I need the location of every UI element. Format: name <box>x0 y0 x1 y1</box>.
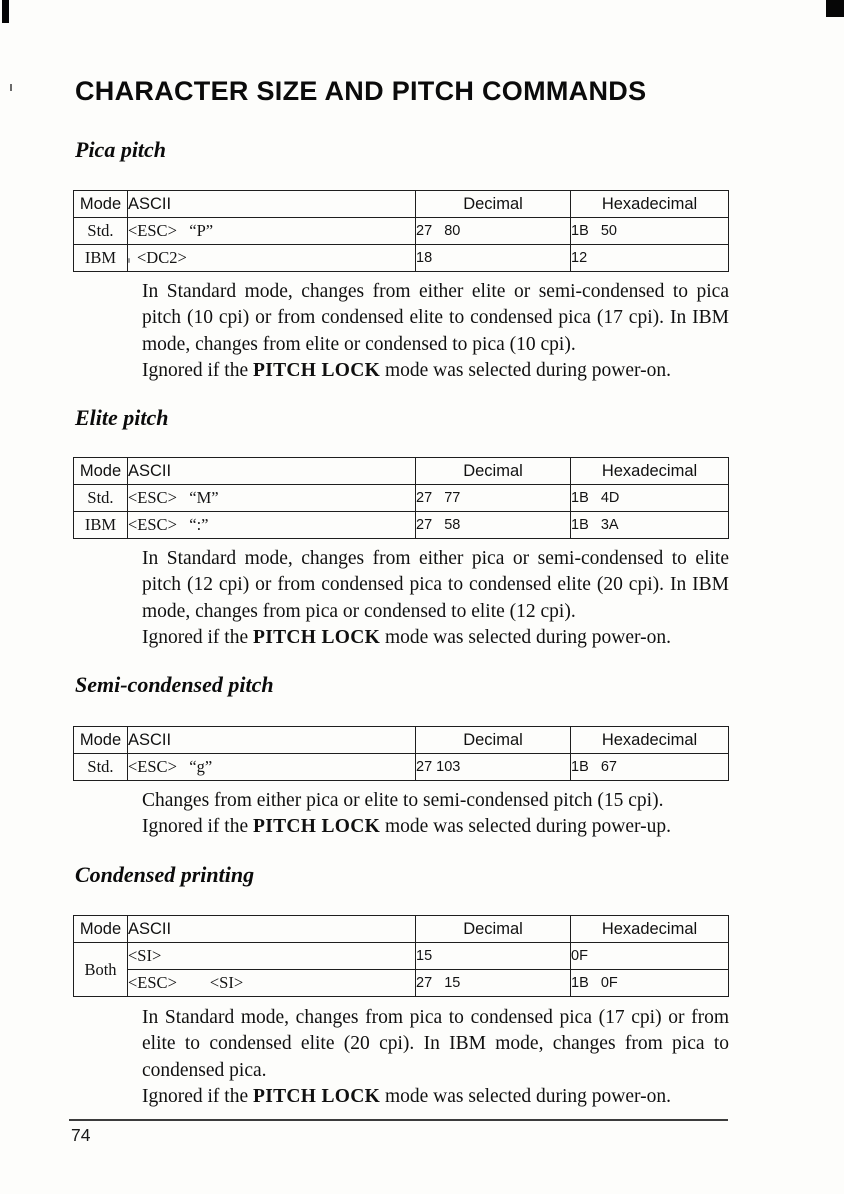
column-header-decimal: Decimal <box>416 916 571 943</box>
paragraph-text: Ignored if the <box>142 360 254 382</box>
pitch-lock-emphasis: PITCH LOCK <box>253 360 381 382</box>
table-header-row <box>74 727 729 754</box>
table-row <box>74 754 729 781</box>
paragraph-text: In Standard mode, changes from either pica or semi-condensed to elite pitch (12 cpi) or from condensed pica to condensed elite (20 cpi). In IBM mode, changes from pica or condensed to elite (12 cpi). <box>142 548 729 622</box>
paragraph-text: In Standard mode, changes from either elite or semi-condensed to pica pitch (10 cpi) or from condensed elite to condensed pica (17 cpi). In IBM mode, changes from elite or condensed to pica (10 cpi). <box>142 281 729 355</box>
table-row <box>74 485 729 512</box>
paragraph-text: mode was selected during power-up. <box>380 816 672 838</box>
column-header-decimal: Decimal <box>416 458 571 485</box>
cell-ascii: <ESC> “P” <box>128 218 416 245</box>
column-header-mode: Mode <box>74 916 128 943</box>
cell-mode: IBM <box>74 245 128 272</box>
heading-pica-pitch: Pica pitch <box>75 137 167 162</box>
table-row <box>74 245 729 272</box>
cell-decimal: 27 103 <box>416 754 571 781</box>
scan-mark-left <box>2 0 9 23</box>
paragraph-text: Changes from either pica or elite to semi-condensed pitch (15 cpi). <box>142 790 664 811</box>
paragraph-text: Ignored if the <box>142 627 254 649</box>
paragraph-text: mode was selected during power-on. <box>380 360 672 382</box>
cell-hexadecimal: 12 <box>571 245 729 272</box>
cell-ascii-text: <DC2> <box>137 248 187 267</box>
column-header-ascii: ASCII <box>128 458 416 485</box>
table-header-row <box>74 916 729 943</box>
cell-ascii: <ESC> “g” <box>128 754 416 781</box>
paragraph-condensed-printing <box>142 1005 729 1111</box>
cell-ascii: <ESC> “:” <box>128 512 416 539</box>
paragraph-text: mode was selected during power-on. <box>380 627 672 649</box>
table-elite-pitch <box>73 457 729 539</box>
cell-hexadecimal: 1B 3A <box>571 512 729 539</box>
column-header-hexadecimal: Hexadecimal <box>571 191 729 218</box>
cell-ascii: <ESC> “M” <box>128 485 416 512</box>
table-condensed-printing <box>73 915 729 997</box>
paragraph-semi-condensed-pitch <box>142 788 729 841</box>
cell-hexadecimal: 0F <box>571 943 729 970</box>
cell-hexadecimal: 1B 4D <box>571 485 729 512</box>
cell-mode: IBM <box>74 512 128 539</box>
column-header-decimal: Decimal <box>416 727 571 754</box>
cell-decimal: 27 77 <box>416 485 571 512</box>
cell-hexadecimal: 1B 67 <box>571 754 729 781</box>
heading-elite-pitch: Elite pitch <box>75 405 169 430</box>
paragraph-text: In Standard mode, changes from pica to condensed pica (17 cpi) or from elite to condensed elite (20 cpi). In IBM mode, changes from pica to condensed pica. <box>142 1007 729 1081</box>
column-header-decimal: Decimal <box>416 191 571 218</box>
cell-hexadecimal: 1B 50 <box>571 218 729 245</box>
cell-mode: Std. <box>74 485 128 512</box>
cell-ascii: <SI> <box>128 943 416 970</box>
pitch-lock-emphasis: PITCH LOCK <box>253 1086 381 1108</box>
table-pica-pitch <box>73 190 729 272</box>
pitch-lock-emphasis: PITCH LOCK <box>253 627 381 649</box>
paragraph-text: Ignored if the <box>142 816 254 838</box>
cell-decimal: 27 15 <box>416 970 571 997</box>
table-row <box>74 970 729 997</box>
paragraph-pica-pitch <box>142 279 729 385</box>
scan-tick-left <box>10 84 12 91</box>
heading-condensed-printing: Condensed printing <box>75 862 255 887</box>
column-header-mode: Mode <box>74 458 128 485</box>
page-number: 74 <box>71 1125 91 1145</box>
table-row <box>74 512 729 539</box>
page-title: CHARACTER SIZE AND PITCH COMMANDS <box>75 76 647 106</box>
column-header-ascii: ASCII <box>128 191 416 218</box>
table-header-row <box>74 191 729 218</box>
cell-ascii <box>128 245 416 272</box>
column-header-hexadecimal: Hexadecimal <box>571 916 729 943</box>
paragraph-text: Ignored if the <box>142 1086 254 1108</box>
cell-decimal: 27 58 <box>416 512 571 539</box>
footer-rule <box>69 1119 728 1121</box>
cell-hexadecimal: 1B 0F <box>571 970 729 997</box>
cell-decimal: 15 <box>416 943 571 970</box>
pitch-lock-emphasis: PITCH LOCK <box>253 816 381 838</box>
table-header-row <box>74 458 729 485</box>
column-header-ascii: ASCII <box>128 916 416 943</box>
column-header-hexadecimal: Hexadecimal <box>571 458 729 485</box>
scan-mark-right <box>826 0 844 17</box>
column-header-mode: Mode <box>74 191 128 218</box>
column-header-hexadecimal: Hexadecimal <box>571 727 729 754</box>
heading-semi-condensed-pitch: Semi-condensed pitch <box>75 672 274 697</box>
table-semi-condensed-pitch <box>73 726 729 781</box>
column-header-mode: Mode <box>74 727 128 754</box>
cell-ascii: <ESC> <SI> <box>128 970 416 997</box>
cell-mode: Std. <box>74 218 128 245</box>
scan-artifact-dot <box>128 258 130 263</box>
paragraph-text: mode was selected during power-on. <box>380 1086 672 1108</box>
table-row <box>74 943 729 970</box>
cell-decimal: 27 80 <box>416 218 571 245</box>
table-row <box>74 218 729 245</box>
cell-mode: Std. <box>74 754 128 781</box>
paragraph-elite-pitch <box>142 546 729 652</box>
cell-decimal: 18 <box>416 245 571 272</box>
column-header-ascii: ASCII <box>128 727 416 754</box>
cell-mode-both: Both <box>74 943 128 997</box>
